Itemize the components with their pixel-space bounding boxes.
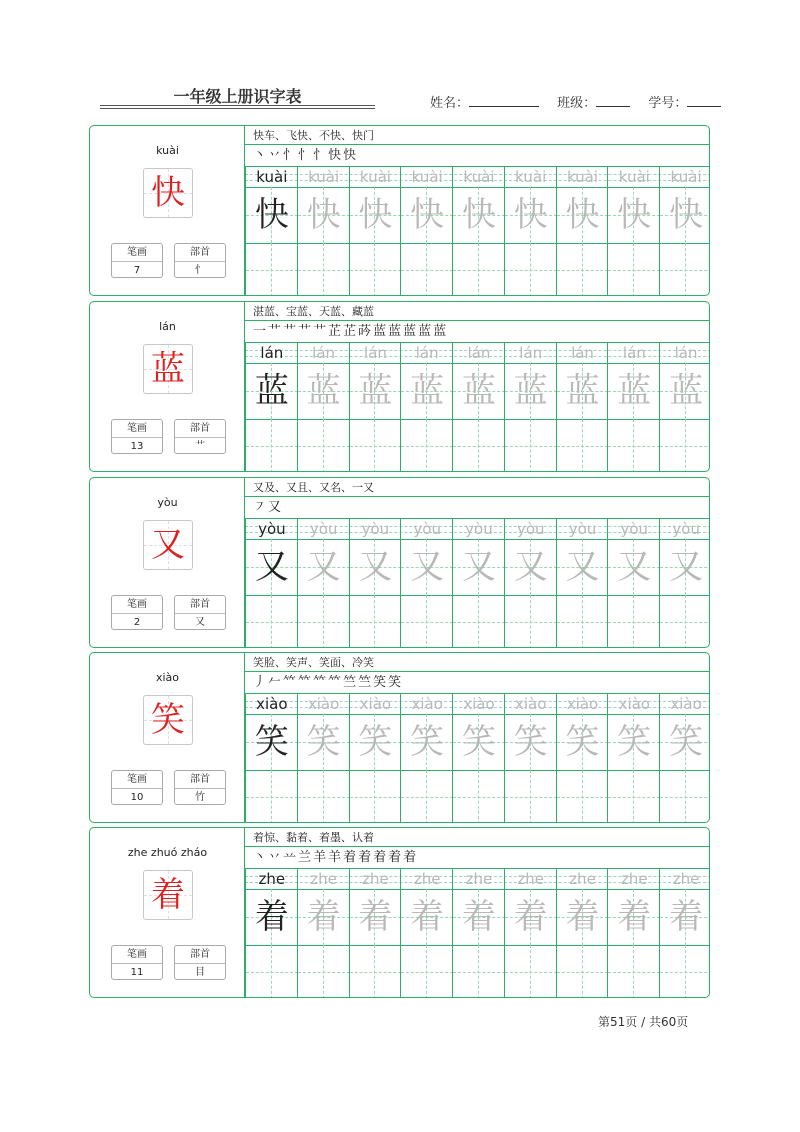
pinyin-trace: lán	[674, 344, 698, 362]
practice-cell[interactable]	[607, 343, 659, 472]
title-underline-top	[100, 105, 375, 106]
pinyin-trace: xiào	[566, 695, 599, 713]
practice-cell[interactable]	[245, 519, 297, 648]
character-trace: 笑	[513, 722, 548, 762]
stroke-step: 丶	[253, 850, 268, 865]
stroke-step: 快	[328, 148, 343, 163]
radical-label: 部首	[175, 946, 225, 964]
pinyin-trace: xiào	[411, 695, 443, 713]
practice-cell[interactable]	[400, 519, 452, 648]
pinyin-trace: lán	[415, 344, 439, 362]
stroke-step: 丷	[268, 148, 283, 163]
pinyin-trace: zhe	[517, 870, 545, 888]
name-field[interactable]	[469, 94, 539, 107]
stroke-step: 蓝	[418, 324, 433, 339]
stroke-step: 着	[373, 850, 388, 865]
pinyin-trace: kuài	[256, 168, 288, 186]
radical-box	[174, 770, 226, 805]
radical: 目	[195, 967, 205, 978]
character-trace: 着	[254, 897, 289, 937]
character-trace: 着	[617, 897, 652, 937]
practice-cell[interactable]	[245, 869, 297, 998]
character-trace: 又	[358, 547, 393, 587]
pinyin-trace: kuài	[463, 168, 495, 186]
example-words: 着惊、黏着、着墨、认着	[245, 828, 710, 847]
radical: 艹	[195, 441, 205, 452]
stroke-step: 一	[253, 324, 268, 339]
stroke-step: 𥫗	[283, 675, 298, 690]
practice-cell[interactable]	[452, 343, 504, 472]
pinyin-label: yòu	[157, 496, 178, 509]
character-trace: 笑	[461, 722, 496, 762]
pinyin-label: kuài	[156, 144, 179, 157]
radical: 忄	[195, 265, 205, 276]
character-trace: 笑	[254, 722, 289, 762]
pinyin-trace: xiào	[515, 695, 547, 713]
stroke-order	[245, 497, 710, 519]
character-trace: 笑	[669, 722, 704, 762]
practice-cell[interactable]	[556, 869, 608, 998]
pinyin-trace: kuài	[411, 168, 443, 186]
stroke-order	[245, 672, 710, 694]
character-card	[89, 652, 710, 823]
stroke-step: 忄	[283, 148, 298, 163]
class-label: 班级：	[557, 96, 597, 111]
pinyin-trace: yòu	[568, 520, 597, 538]
character-trace: 又	[461, 547, 496, 587]
stroke-count-box	[111, 770, 163, 805]
pinyin-trace: zhe	[310, 870, 337, 888]
stroke-count-box	[111, 945, 163, 980]
character-trace: 笑	[306, 722, 341, 762]
pinyin-trace: lán	[519, 344, 543, 362]
practice-cell[interactable]	[452, 694, 504, 823]
stroke-count-label: 笔画	[112, 596, 162, 614]
character-trace: 又	[254, 547, 289, 587]
practice-cell[interactable]	[556, 694, 608, 823]
stroke-count-box	[111, 419, 163, 454]
id-field[interactable]	[687, 94, 721, 107]
character-info	[90, 126, 245, 295]
stroke-step: 竺	[343, 675, 358, 690]
practice-cell[interactable]	[400, 694, 452, 823]
pinyin-trace: yòu	[309, 520, 338, 538]
character-info	[90, 828, 245, 997]
pinyin-trace: lán	[260, 344, 284, 362]
character-info	[90, 302, 245, 471]
character-trace: 蓝	[617, 371, 652, 411]
practice-cell[interactable]	[504, 694, 556, 823]
practice-cell[interactable]	[504, 519, 556, 648]
stroke-step: 着	[358, 850, 373, 865]
stroke-step: ㇇	[253, 500, 268, 515]
pinyin-trace: kuài	[566, 168, 599, 186]
radical-box	[174, 945, 226, 980]
character-card	[89, 827, 710, 998]
stroke-step: 艹	[298, 324, 313, 339]
stroke-step: 快	[343, 148, 358, 163]
practice-cell[interactable]	[349, 869, 401, 998]
character: 着	[151, 875, 185, 915]
radical-box	[174, 419, 226, 454]
pinyin-trace: kuài	[670, 168, 702, 186]
title-underline-bottom	[100, 108, 375, 109]
character-trace: 着	[669, 897, 704, 937]
character-trace: 蓝	[254, 371, 289, 411]
stroke-step: 忄	[313, 148, 328, 163]
practice-cell[interactable]	[556, 519, 608, 648]
character-box	[143, 520, 193, 570]
character-trace: 蓝	[410, 371, 445, 411]
practice-cell[interactable]	[297, 343, 349, 472]
pinyin-trace: yòu	[516, 520, 545, 538]
character-box	[143, 695, 193, 745]
stroke-step: 蓝	[373, 324, 388, 339]
pinyin-trace: yòu	[413, 520, 441, 538]
character-trace: 着	[410, 897, 445, 937]
practice-cell[interactable]	[504, 343, 556, 472]
character-trace: 蓝	[461, 371, 496, 411]
example-words: 快车、飞快、不快、快门	[245, 126, 710, 145]
pinyin-trace: yòu	[465, 520, 493, 538]
pinyin-trace: yòu	[361, 520, 390, 538]
stroke-step: 笑	[388, 675, 403, 690]
pinyin-trace: yòu	[672, 520, 700, 538]
pinyin-trace: kuài	[618, 168, 650, 186]
stroke-step: 䒑	[283, 850, 298, 865]
character-trace: 着	[306, 897, 341, 937]
practice-cell[interactable]	[245, 343, 297, 472]
pinyin-trace: kuài	[359, 168, 391, 186]
stroke-step: 芷	[328, 324, 343, 339]
stroke-step: 艹	[268, 324, 283, 339]
radical: 又	[195, 617, 205, 628]
pinyin-trace: zhe	[413, 870, 441, 888]
student-info	[430, 92, 721, 111]
character: 快	[151, 173, 185, 213]
practice-cell[interactable]	[297, 694, 349, 823]
pinyin-trace: lán	[363, 344, 387, 362]
character-trace: 快	[254, 195, 289, 235]
stroke-step: 竺	[358, 675, 373, 690]
character-trace: 蓝	[513, 371, 548, 411]
practice-cell[interactable]	[297, 519, 349, 648]
practice-cell[interactable]	[400, 343, 452, 472]
stroke-count: 10	[130, 792, 144, 803]
character-trace: 蓝	[358, 371, 393, 411]
pinyin-trace: xiào	[670, 695, 702, 713]
pinyin-trace: xiào	[463, 695, 495, 713]
practice-cell[interactable]	[400, 167, 452, 296]
stroke-step: 着	[343, 850, 358, 865]
pinyin-trace: lán	[467, 344, 491, 362]
stroke-step: 着	[388, 850, 403, 865]
stroke-step: 𥫗	[298, 675, 313, 690]
pinyin-trace: kuài	[308, 168, 340, 186]
stroke-step: 笑	[373, 675, 388, 690]
pinyin-label: xiào	[155, 671, 180, 684]
example-words: 又及、又且、又名、一又	[245, 478, 710, 497]
character-trace: 快	[410, 195, 445, 235]
practice-grid	[245, 519, 710, 648]
stroke-count: 7	[133, 265, 141, 276]
character-trace: 蓝	[669, 371, 704, 411]
character-trace: 快	[565, 195, 600, 235]
stroke-step: 兰	[298, 850, 313, 865]
stroke-step: 蓝	[388, 324, 403, 339]
character-trace: 快	[617, 195, 652, 235]
pinyin-trace: xiào	[359, 695, 392, 713]
character-trace: 又	[669, 547, 704, 587]
practice-cell[interactable]	[556, 343, 608, 472]
stroke-count: 13	[130, 441, 144, 452]
stroke-count-label: 笔画	[112, 244, 162, 262]
practice-cell[interactable]	[349, 167, 401, 296]
stroke-count-label: 笔画	[112, 946, 162, 964]
practice-cell[interactable]	[245, 167, 297, 296]
practice-cell[interactable]	[504, 167, 556, 296]
page-title: 一年级上册识字表	[173, 87, 302, 106]
practice-cell[interactable]	[504, 869, 556, 998]
pinyin-trace: lán	[312, 344, 336, 362]
radical-box	[174, 243, 226, 278]
character-trace: 笑	[410, 722, 445, 762]
character-box	[143, 168, 193, 218]
stroke-step: 丶	[253, 148, 268, 163]
stroke-step: 羊	[328, 850, 343, 865]
character-trace: 快	[513, 195, 548, 235]
character: 又	[151, 525, 185, 565]
character-trace: 又	[513, 547, 548, 587]
character-trace: 又	[306, 547, 341, 587]
practice-grid	[245, 167, 710, 296]
character-trace: 着	[513, 897, 548, 937]
name-label: 姓名：	[430, 96, 470, 111]
stroke-step: 着	[403, 850, 418, 865]
character: 蓝	[151, 349, 185, 389]
radical-label: 部首	[175, 596, 225, 614]
stroke-step: 丷	[268, 850, 283, 865]
character-trace: 蓝	[306, 371, 341, 411]
character-box	[143, 344, 193, 394]
practice-cell[interactable]	[400, 869, 452, 998]
pinyin-trace: xiào	[256, 695, 288, 713]
stroke-step: 又	[268, 500, 283, 515]
stroke-count-label: 笔画	[112, 771, 162, 789]
character-trace: 笑	[358, 722, 393, 762]
practice-cell[interactable]	[607, 694, 659, 823]
pinyin-trace: zhe	[465, 870, 493, 888]
practice-cell[interactable]	[659, 519, 710, 648]
character-trace: 又	[565, 547, 600, 587]
pinyin-trace: lán	[622, 344, 646, 362]
practice-cell[interactable]	[556, 167, 608, 296]
character-trace: 又	[410, 547, 445, 587]
practice-cell[interactable]	[607, 167, 659, 296]
radical-box	[174, 595, 226, 630]
pinyin-trace: lán	[571, 344, 594, 362]
radical-label: 部首	[175, 244, 225, 262]
character-info	[90, 653, 245, 822]
radical-label: 部首	[175, 420, 225, 438]
character-card	[89, 477, 710, 648]
character-info	[90, 478, 245, 647]
practice-cell[interactable]	[607, 519, 659, 648]
pinyin-trace: zhe	[258, 870, 286, 888]
pinyin-trace: kuài	[515, 168, 547, 186]
page-header	[0, 0, 800, 120]
practice-cell[interactable]	[659, 343, 710, 472]
character-trace: 蓝	[565, 371, 600, 411]
class-field[interactable]	[596, 94, 630, 107]
stroke-step: 𠂉	[268, 675, 283, 690]
practice-cell[interactable]	[245, 694, 297, 823]
practice-cell[interactable]	[452, 519, 504, 648]
practice-grid	[245, 343, 710, 472]
character: 笑	[151, 700, 185, 740]
stroke-step: 艹	[313, 324, 328, 339]
character-trace: 着	[461, 897, 496, 937]
stroke-step: 蓝	[403, 324, 418, 339]
stroke-count: 2	[133, 617, 141, 628]
character-trace: 又	[617, 547, 652, 587]
pinyin-trace: xiào	[618, 695, 650, 713]
stroke-step: 芷	[343, 324, 358, 339]
practice-cell[interactable]	[297, 869, 349, 998]
page-number: 第51页 / 共60页	[598, 1015, 689, 1029]
pinyin-label: lán	[159, 320, 176, 333]
example-words: 笑脸、笑声、笑面、冷笑	[245, 653, 710, 672]
practice-grid	[245, 869, 710, 998]
stroke-order	[245, 321, 710, 343]
character-box	[143, 870, 193, 920]
character-trace: 快	[461, 195, 496, 235]
stroke-step: 艹	[283, 324, 298, 339]
stroke-step: 𥫗	[313, 675, 328, 690]
stroke-count-box	[111, 243, 163, 278]
stroke-step: 羊	[313, 850, 328, 865]
character-trace: 着	[358, 897, 393, 937]
character-card	[89, 125, 710, 296]
practice-cell[interactable]	[452, 869, 504, 998]
character-trace: 笑	[617, 722, 652, 762]
pinyin-trace: zhe	[362, 870, 389, 888]
character-trace: 快	[306, 195, 341, 235]
practice-cell[interactable]	[349, 343, 401, 472]
character-trace: 着	[565, 897, 600, 937]
stroke-step: 丿	[253, 675, 268, 690]
radical-label: 部首	[175, 771, 225, 789]
pinyin-trace: zhe	[672, 870, 700, 888]
pinyin-label: zhe zhuó zháo	[127, 846, 208, 859]
pinyin-trace: yòu	[258, 520, 286, 538]
character-trace: 快	[358, 195, 393, 235]
practice-cell[interactable]	[659, 869, 710, 998]
stroke-count-label: 笔画	[112, 420, 162, 438]
stroke-step: 𥫗	[328, 675, 343, 690]
stroke-order	[245, 847, 710, 869]
stroke-step: 忄	[298, 148, 313, 163]
example-words: 湛蓝、宝蓝、天蓝、藏蓝	[245, 302, 710, 321]
practice-cell[interactable]	[349, 519, 401, 648]
practice-cell[interactable]	[297, 167, 349, 296]
stroke-order	[245, 145, 710, 167]
character-trace: 快	[669, 195, 704, 235]
stroke-step: 荶	[358, 324, 373, 339]
pinyin-trace: zhe	[569, 870, 596, 888]
pinyin-trace: zhe	[620, 870, 648, 888]
practice-cell[interactable]	[452, 167, 504, 296]
practice-cell[interactable]	[659, 694, 710, 823]
id-label: 学号：	[648, 96, 688, 111]
stroke-count: 11	[130, 967, 144, 978]
pinyin-trace: xiào	[307, 695, 340, 713]
practice-cell[interactable]	[607, 869, 659, 998]
pinyin-trace: yòu	[620, 520, 649, 538]
practice-cell[interactable]	[659, 167, 710, 296]
character-card	[89, 301, 710, 472]
practice-grid	[245, 694, 710, 823]
stroke-step: 蓝	[433, 324, 448, 339]
radical: 竹	[195, 792, 205, 803]
practice-cell[interactable]	[349, 694, 401, 823]
stroke-count-box	[111, 595, 163, 630]
character-trace: 笑	[565, 722, 600, 762]
